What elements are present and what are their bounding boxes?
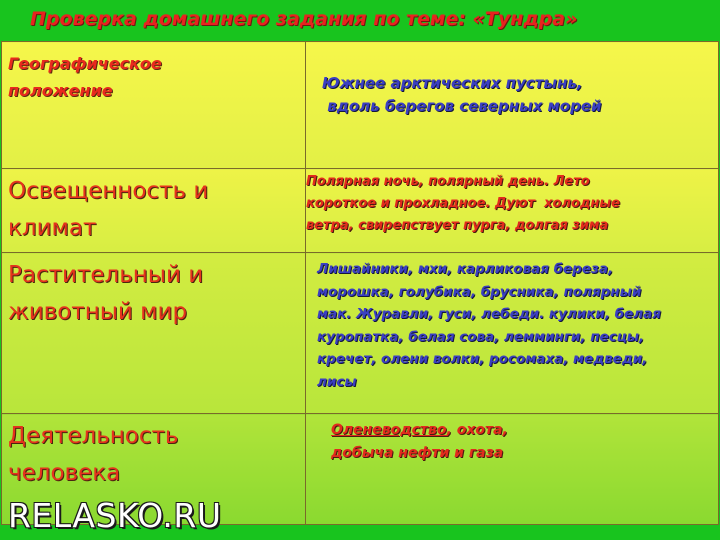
label-cell bbox=[2, 169, 306, 253]
label-line: человека bbox=[8, 460, 121, 486]
row-label bbox=[8, 257, 305, 331]
row-label bbox=[8, 50, 305, 104]
label-line: климат bbox=[8, 215, 97, 241]
slide-title: Проверка домашнего задания по теме: «Тундра» bbox=[30, 8, 578, 30]
content-line: короткое и прохладное. Дуют холодные bbox=[306, 196, 620, 211]
content-cell bbox=[306, 253, 719, 414]
separator-text: , bbox=[446, 422, 457, 438]
content-line bbox=[331, 419, 508, 442]
label-line: Географическое bbox=[8, 54, 162, 73]
table-row bbox=[2, 253, 719, 414]
label-line: животный мир bbox=[8, 299, 188, 325]
label-line: Растительный и bbox=[8, 262, 204, 288]
hunting-text: охота, bbox=[456, 422, 508, 438]
content-line: Южнее арктических пустынь, bbox=[322, 74, 583, 92]
climate-text bbox=[306, 171, 620, 237]
watermark: RELASKO.RU bbox=[8, 496, 222, 535]
content-line: Лишайники, мхи, карликовая береза, bbox=[317, 261, 614, 277]
label-line: Освещенность и bbox=[8, 178, 209, 204]
flora-fauna-text bbox=[317, 258, 661, 393]
label-line: Деятельность bbox=[8, 423, 179, 449]
content-line: кречет, олени волки, росомаха, медведи, bbox=[317, 351, 648, 367]
label-cell bbox=[2, 253, 306, 414]
label-line: положение bbox=[8, 81, 113, 100]
content-cell bbox=[306, 42, 719, 169]
content-cell bbox=[306, 414, 719, 525]
homework-table bbox=[1, 41, 719, 525]
content-line: куропатка, белая сова, лемминги, песцы, bbox=[317, 328, 645, 345]
label-cell bbox=[2, 42, 306, 169]
content-line: вдоль берегов северных морей bbox=[322, 97, 602, 115]
row-label bbox=[8, 418, 305, 492]
content-line: Полярная ночь, полярный день. Лето bbox=[306, 174, 590, 189]
content-line: морошка, голубика, брусника, полярный bbox=[317, 283, 642, 300]
content-line: мак. Журавли, гуси, лебеди. кулики, белая bbox=[317, 306, 661, 322]
table-row bbox=[2, 169, 719, 253]
content-line: лисы bbox=[317, 373, 357, 390]
table-row bbox=[2, 42, 719, 169]
content-cell bbox=[306, 169, 719, 253]
content-line: добыча нефти и газа bbox=[331, 445, 504, 461]
human-activity-text bbox=[331, 419, 508, 465]
content-line: ветра, свирепствует пурга, долгая зима bbox=[306, 218, 609, 233]
geography-text bbox=[322, 72, 602, 118]
row-label bbox=[8, 173, 305, 247]
reindeer-herding-text: Оленеводство bbox=[331, 422, 447, 438]
